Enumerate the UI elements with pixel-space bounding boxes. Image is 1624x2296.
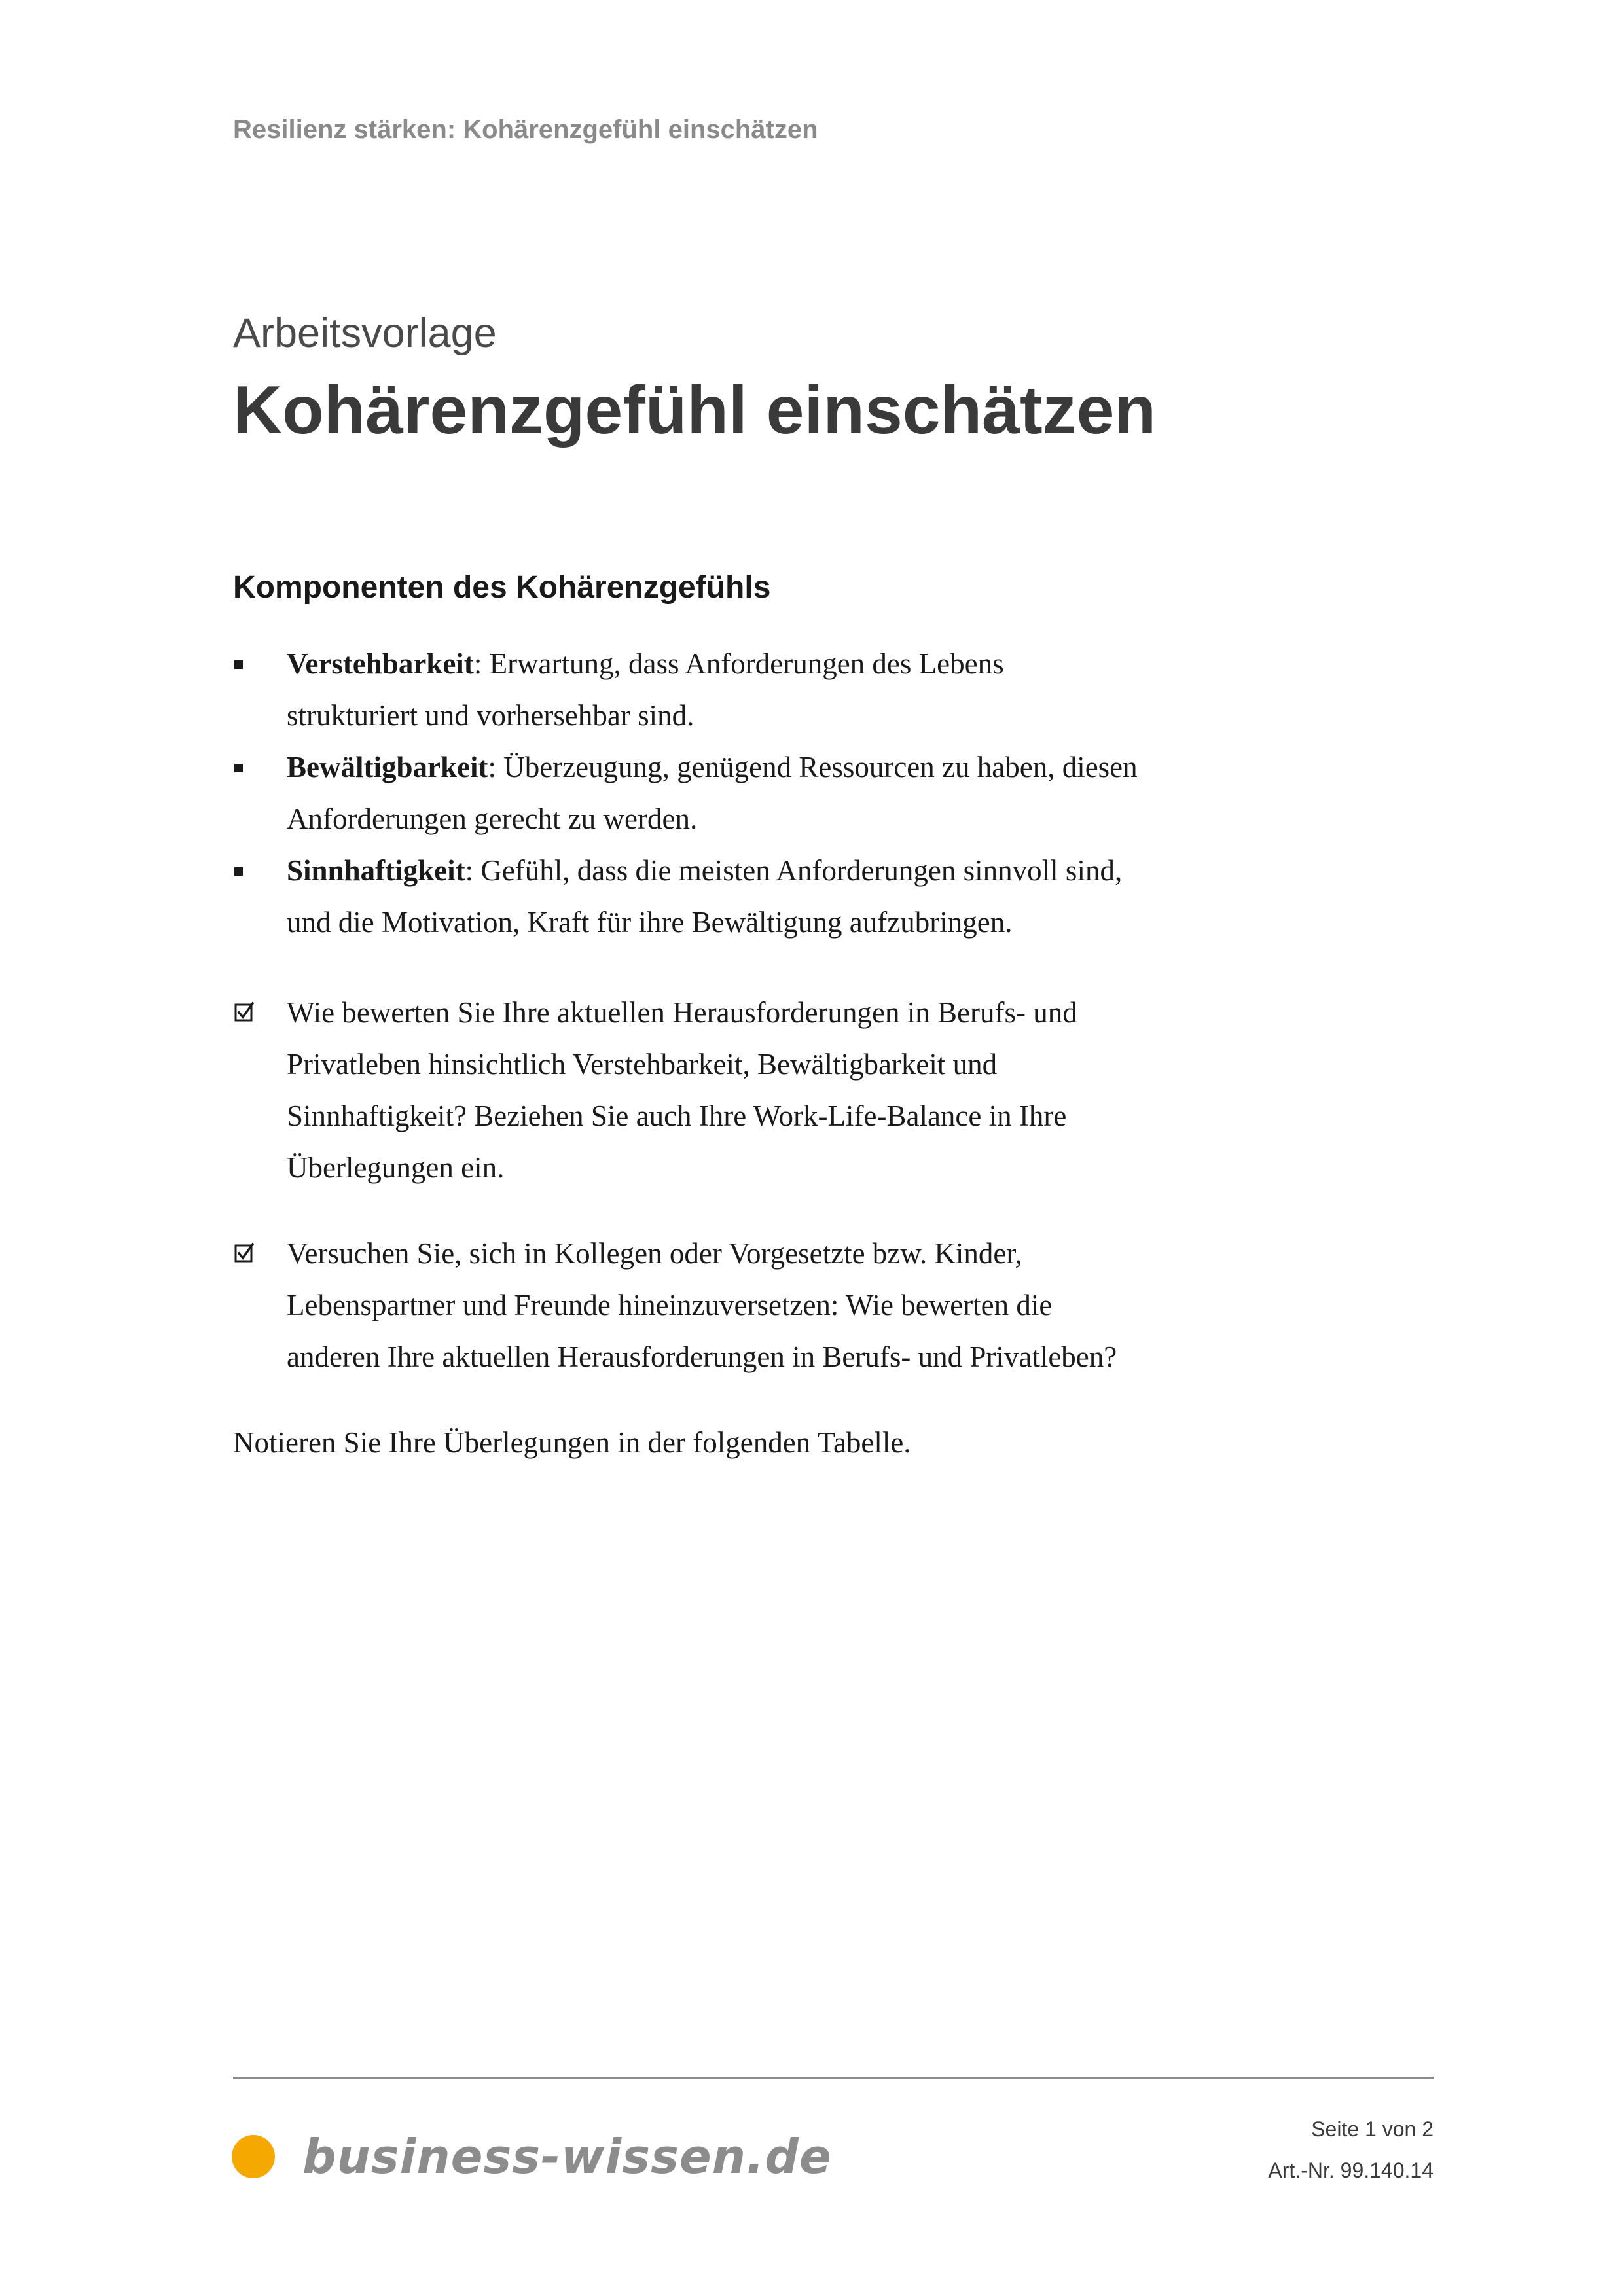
task-item xyxy=(233,1228,1215,1383)
checkbox-checked-icon xyxy=(234,1001,254,1022)
component-list xyxy=(233,638,1215,948)
logo-dot-icon xyxy=(232,2135,275,2178)
instruction-note: Notieren Sie Ihre Überlegungen in der folgenden Tabelle. xyxy=(233,1426,911,1459)
task-line: anderen Ihre aktuellen Herausforderungen in Berufs- und Privatleben? xyxy=(287,1340,1117,1373)
square-bullet-icon xyxy=(234,660,243,669)
footer-meta xyxy=(1268,2109,1434,2191)
page-title: Kohärenzgefühl einschätzen xyxy=(233,372,1156,448)
list-item xyxy=(233,638,1215,742)
term-separator: : xyxy=(465,854,481,887)
list-item xyxy=(233,845,1215,948)
brand-logo xyxy=(232,2127,832,2186)
term-separator: : xyxy=(473,647,490,680)
running-header: Resilienz stärken: Kohärenzgefühl einschätzen xyxy=(233,115,818,144)
square-bullet-icon xyxy=(234,867,243,876)
list-item xyxy=(233,742,1215,845)
footer-divider xyxy=(233,2077,1434,2079)
document-kicker: Arbeitsvorlage xyxy=(233,310,497,356)
article-number: Art.-Nr. 99.140.14 xyxy=(1268,2159,1434,2182)
task-line: Lebenspartner und Freunde hineinzuversetzen: Wie bewerten die xyxy=(287,1289,1053,1321)
component-description-continued: Anforderungen gerecht zu werden. xyxy=(287,802,698,835)
task-line: Wie bewerten Sie Ihre aktuellen Herausforderungen in Berufs- und xyxy=(287,996,1077,1029)
component-term: Verstehbarkeit xyxy=(287,647,474,680)
component-description: Überzeugung, genügend Ressourcen zu haben, diesen xyxy=(503,751,1138,783)
component-description-continued: und die Motivation, Kraft für ihre Bewältigung aufzubringen. xyxy=(287,906,1013,939)
task-line: Versuchen Sie, sich in Kollegen oder Vorgesetzte bzw. Kinder, xyxy=(287,1237,1022,1270)
task-line: Überlegungen ein. xyxy=(287,1151,505,1184)
component-description: Gefühl, dass die meisten Anforderungen sinnvoll sind, xyxy=(480,854,1123,887)
page-number: Seite 1 von 2 xyxy=(1311,2117,1434,2141)
logo-text: business-wissen.de xyxy=(302,2129,832,2184)
task-line: Sinnhaftigkeit? Beziehen Sie auch Ihre Work-Life-Balance in Ihre xyxy=(287,1100,1067,1132)
section-heading: Komponenten des Kohärenzgefühls xyxy=(233,570,771,605)
component-term: Bewältigbarkeit xyxy=(287,751,488,783)
component-description: Erwartung, dass Anforderungen des Lebens xyxy=(489,647,1004,680)
component-term: Sinnhaftigkeit xyxy=(287,854,465,887)
square-bullet-icon xyxy=(234,764,243,772)
term-separator: : xyxy=(488,751,504,783)
task-line: Privatleben hinsichtlich Verstehbarkeit, Bewältigbarkeit und xyxy=(287,1048,998,1081)
component-description-continued: strukturiert und vorhersehbar sind. xyxy=(287,699,695,732)
checkbox-checked-icon xyxy=(234,1242,254,1263)
task-item xyxy=(233,987,1215,1194)
